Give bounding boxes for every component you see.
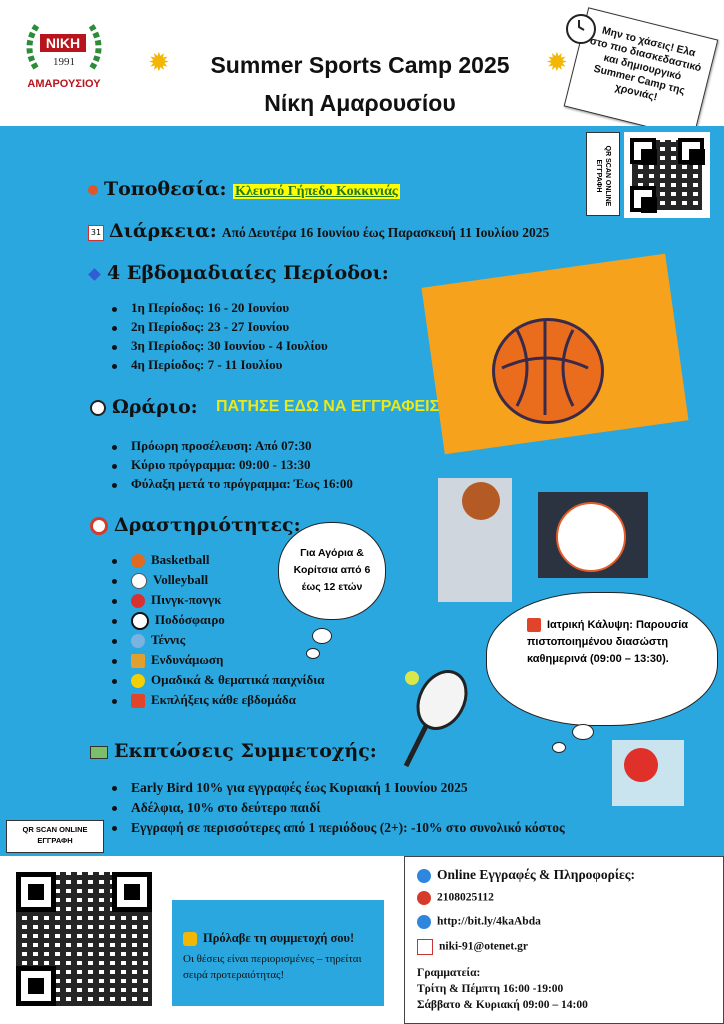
promo-text: Οι θέσεις είναι περιορισμένες – τηρείται σειρά προτεραιότητας! bbox=[183, 953, 362, 981]
basketball-image bbox=[492, 318, 604, 424]
contact-heading: Online Εγγραφές & Πληροφορίες: bbox=[417, 867, 635, 883]
club-logo bbox=[18, 18, 110, 98]
logo-name: ΝΙΚΗ bbox=[40, 34, 86, 52]
medical-cloud-text: Ιατρική Κάλυψη: Παρουσία πιστοποιημένου διασώστη καθημερινά (09:00 – 13:30). bbox=[527, 619, 689, 665]
clock-icon bbox=[90, 400, 106, 416]
list-item: Τέννις bbox=[112, 632, 325, 652]
soccer-ball-icon bbox=[131, 612, 149, 630]
schedule-heading bbox=[90, 396, 198, 418]
target-icon bbox=[90, 517, 108, 535]
list-item: Πινγκ-πονγκ bbox=[112, 592, 325, 612]
gift-icon bbox=[131, 694, 145, 708]
schedule-heading-text: Ωράριο: bbox=[112, 396, 198, 418]
discounts-heading bbox=[90, 740, 377, 762]
sun-icon: ✹ bbox=[148, 48, 170, 78]
boy-basketball-photo bbox=[438, 478, 512, 602]
ages-cloud-text: Για Αγόρια & Κορίτσια από 6 έως 12 ετών bbox=[293, 547, 371, 593]
volleyball-photo bbox=[538, 492, 648, 578]
phone-icon bbox=[417, 891, 431, 905]
activities-heading bbox=[90, 514, 301, 536]
cloud-puff bbox=[312, 628, 332, 644]
qr-code-top[interactable] bbox=[624, 132, 710, 218]
website-link[interactable]: http://bit.ly/4kaAbda bbox=[417, 915, 541, 929]
list-item: Πρόωρη προσέλευση: Από 07:30 bbox=[112, 438, 353, 457]
list-item: Κύριο πρόγραμμα: 09:00 - 13:30 bbox=[112, 457, 353, 476]
discounts-heading-text: Εκπτώσεις Συμμετοχής: bbox=[114, 740, 377, 762]
promo-note-text: Μην το χάσεις! Ελα στο πιο διασκεδαστικό και δημιουργικό Summer Camp της χρονιάς! bbox=[588, 24, 703, 104]
cloud-puff bbox=[306, 648, 320, 659]
list-item: 4η Περίοδος: 7 - 11 Ιουλίου bbox=[112, 357, 328, 376]
office-hours-weekday: Τρίτη & Πέμπτη 16:00 -19:00 bbox=[417, 983, 564, 995]
logo-year: 1991 bbox=[53, 56, 75, 68]
ping-pong-icon bbox=[131, 594, 145, 608]
list-item: Εκπλήξεις κάθε εβδομάδα bbox=[112, 692, 325, 712]
cloud-puff bbox=[552, 742, 566, 753]
list-item: Εγγραφή σε περισσότερες από 1 περιόδους (2+): -10% στο συνολικό κόστος bbox=[112, 820, 592, 840]
duration-label: Διάρκεια: bbox=[109, 220, 217, 242]
list-item: Φύλαξη μετά το πρόγραμμα: Έως 16:00 bbox=[112, 476, 353, 495]
list-item: Ποδόσφαιρο bbox=[112, 612, 325, 632]
qr-code-bottom[interactable] bbox=[10, 866, 158, 1012]
money-icon bbox=[90, 746, 108, 759]
periods-list bbox=[112, 300, 328, 376]
location-label: Τοποθεσία: bbox=[104, 178, 227, 200]
phone-link[interactable]: 2108025112 bbox=[417, 891, 494, 905]
basketball-icon bbox=[131, 554, 145, 568]
schedule-list bbox=[112, 438, 353, 495]
bell-icon bbox=[183, 932, 197, 946]
tennis-icon bbox=[131, 634, 145, 648]
medical-icon bbox=[527, 618, 541, 632]
periods-heading-text: 4 Εβδομαδιαίες Περίοδοι: bbox=[107, 262, 389, 284]
email-link[interactable]: niki-91@otenet.gr bbox=[417, 939, 528, 955]
list-item: Ενδυνάμωση bbox=[112, 652, 325, 672]
office-label: Γραμματεία: bbox=[417, 967, 481, 979]
list-item: Early Bird 10% για εγγραφές έως Κυριακή 1 Ιουνίου 2025 bbox=[112, 780, 592, 800]
diamond-icon bbox=[88, 268, 101, 281]
page-title: Summer Sports Camp 2025 bbox=[210, 52, 510, 78]
list-item: 2η Περίοδος: 23 - 27 Ιουνίου bbox=[112, 319, 328, 338]
list-item: Volleyball bbox=[112, 572, 325, 592]
medical-cloud bbox=[486, 592, 718, 726]
office-hours-weekend: Σάββατο & Κυριακή 09:00 – 14:00 bbox=[417, 999, 588, 1011]
strength-icon bbox=[131, 654, 145, 668]
ping-pong-image bbox=[612, 740, 684, 806]
list-item: Αδέλφια, 10% στο δεύτερο παιδί bbox=[112, 800, 592, 820]
contact-box bbox=[404, 856, 724, 1024]
clock-icon bbox=[566, 14, 596, 44]
email-icon bbox=[417, 939, 433, 955]
ages-cloud bbox=[278, 522, 386, 620]
page-subtitle: Νίκη Αμαρουσίου bbox=[264, 90, 456, 116]
list-item: 1η Περίοδος: 16 - 20 Ιουνίου bbox=[112, 300, 328, 319]
list-item: Ομαδικά & θεματικά παιχνίδια bbox=[112, 672, 325, 692]
tennis-racket-image bbox=[392, 666, 472, 770]
sparkles-icon bbox=[131, 674, 145, 688]
promo-box bbox=[172, 900, 384, 1006]
globe-icon bbox=[417, 915, 431, 929]
calendar-icon: 31 bbox=[88, 225, 104, 241]
cloud-puff bbox=[572, 724, 594, 740]
location-link[interactable]: Κλειστό Γήπεδο Κοκκινιάς bbox=[235, 184, 398, 199]
globe-icon bbox=[417, 869, 431, 883]
list-item: Basketball bbox=[112, 552, 325, 572]
periods-heading bbox=[90, 262, 389, 284]
register-button[interactable]: ΠΑΤΗΣΕ ΕΔΩ ΝΑ ΕΓΓΡΑΦΕΙΣ bbox=[216, 398, 440, 415]
sun-icon: ✹ bbox=[546, 48, 568, 78]
volleyball-icon bbox=[131, 573, 147, 589]
qr-label-top-text: QR SCAN ONLINE ΕΓΓΡΑΦΗ bbox=[595, 145, 611, 207]
qr-label-top bbox=[586, 132, 620, 216]
duration-row bbox=[88, 220, 549, 242]
pin-icon bbox=[88, 185, 98, 195]
qr-label-bottom: QR SCAN ONLINE ΕΓΓΡΑΦΗ bbox=[6, 820, 104, 853]
promo-title: Πρόλαβε τη συμμετοχή σου! bbox=[183, 931, 354, 946]
duration-value: Από Δευτέρα 16 Ιουνίου έως Παρασκευή 11 Ιουλίου 2025 bbox=[221, 225, 550, 240]
list-item: 3η Περίοδος: 30 Ιουνίου - 4 Ιουλίου bbox=[112, 338, 328, 357]
location-row bbox=[88, 178, 400, 200]
logo-town: ΑΜΑΡΟΥΣΙΟΥ bbox=[27, 78, 101, 90]
activities-heading-text: Δραστηριότητες: bbox=[114, 514, 301, 536]
discounts-list bbox=[112, 780, 592, 840]
